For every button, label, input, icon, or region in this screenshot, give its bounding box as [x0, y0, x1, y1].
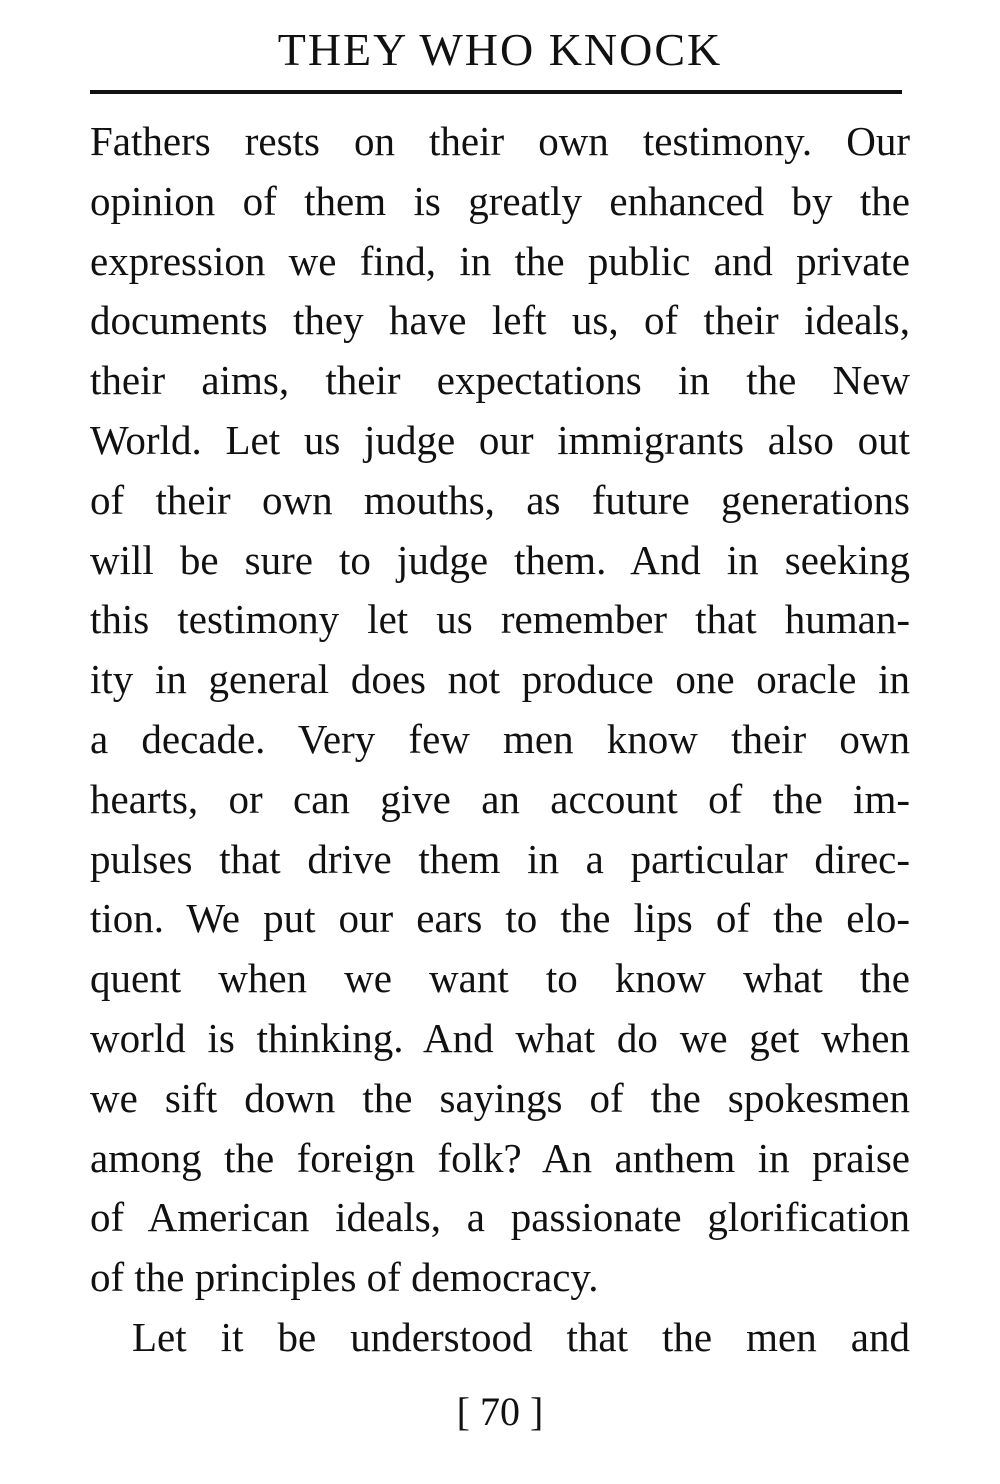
- paragraph-end-line: of the principles of democracy.: [90, 1254, 599, 1301]
- text-line: of their own mouths, as future generations: [90, 476, 910, 523]
- text-line: a decade. Very few men know their own: [90, 715, 910, 762]
- text-line: this testimony let us remember that human-: [90, 596, 910, 643]
- page-number: [ 70 ]: [456, 1389, 544, 1434]
- text-line: will be sure to judge them. And in seeking: [90, 536, 910, 583]
- text-line: quent when we want to know what the: [90, 955, 910, 1002]
- paragraph-start-line: Let it be understood that the men and: [132, 1313, 910, 1360]
- text-line: World. Let us judge our immigrants also out: [90, 416, 910, 463]
- text-line: their aims, their expectations in the New: [90, 357, 910, 404]
- body-text: [90, 112, 910, 1368]
- text-line: we sift down the sayings of the spokesmen: [90, 1074, 910, 1121]
- text-line: world is thinking. And what do we get when: [90, 1014, 910, 1061]
- text-line: Fathers rests on their own testimony. Our: [90, 118, 910, 164]
- header-rule: [90, 90, 902, 94]
- text-line: ity in general does not produce one oracle in: [90, 656, 910, 703]
- text-line: of American ideals, a passionate glorification: [90, 1194, 910, 1241]
- text-line: expression we find, in the public and private: [90, 237, 910, 284]
- text-line: pulses that drive them in a particular direc-: [90, 835, 910, 882]
- text-line: among the foreign folk? An anthem in praise: [90, 1134, 910, 1181]
- text-line: opinion of them is greatly enhanced by the: [90, 177, 910, 224]
- text-line: tion. We put our ears to the lips of the elo-: [90, 895, 910, 942]
- text-line: hearts, or can give an account of the im-: [90, 775, 910, 822]
- text-line: documents they have left us, of their ideals,: [90, 297, 910, 344]
- running-head: THEY WHO KNOCK: [277, 24, 723, 75]
